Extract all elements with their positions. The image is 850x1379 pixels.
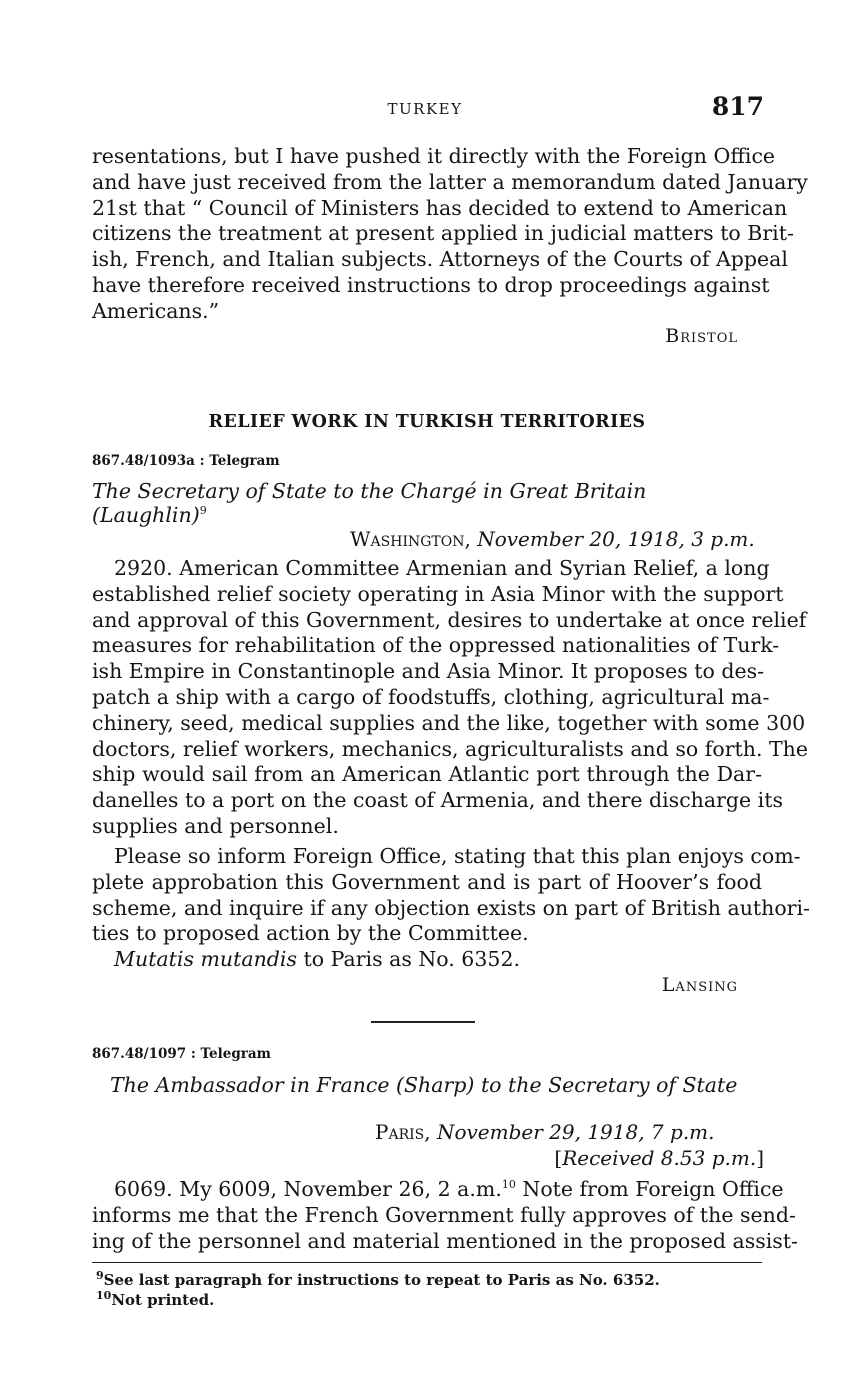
signature-bristol: Bristol xyxy=(665,325,738,347)
page-number: 817 xyxy=(711,92,764,121)
text-line: ing of the personnel and material mentioned in the proposed assist- xyxy=(92,1228,798,1253)
text-line: resentations, but I have pushed it directly with the Foreign Office xyxy=(92,144,776,168)
file-number-2: 867.48/1097 : Telegram xyxy=(92,1046,271,1062)
dateline-place: Paris, xyxy=(375,1120,431,1144)
section-heading: RELIEF WORK IN TURKISH TERRITORIES xyxy=(208,412,646,432)
text-line xyxy=(92,1177,784,1203)
text-line: and have just received from the latter a memorandum dated January xyxy=(92,169,808,194)
text-line: informs me that the French Government fully approves of the send- xyxy=(92,1202,796,1227)
received-line: [Received 8.53 p.m.] xyxy=(554,1146,764,1170)
text-line: patch a ship with a cargo of foodstuffs, clothing, agricultural ma- xyxy=(92,684,770,709)
title-text-b: to the Secretary of State xyxy=(480,1073,738,1097)
title-name: Sharp xyxy=(404,1073,467,1097)
dateline-2 xyxy=(375,1120,715,1144)
doc1-paragraph-3 xyxy=(92,947,762,973)
latin-phrase: Mutatis mutandis xyxy=(114,947,297,971)
text-line: citizens the treatment at present applied in judicial matters to Brit- xyxy=(92,221,794,246)
dateline-date: November 20, 1918, 3 p.m. xyxy=(477,527,755,551)
doc1-paragraph-2 xyxy=(92,844,810,947)
footnote-10 xyxy=(96,1291,214,1310)
footnote-mark: 10 xyxy=(96,1289,112,1302)
dateline-place: Washington, xyxy=(350,527,471,551)
text-line: have therefore received instructions to drop proceedings against xyxy=(92,272,770,297)
document-title-1: The Secretary of State to the Chargé in Great Britain (Laughlin)$^9$ xyxy=(92,479,647,527)
title-text: The Secretary of State to the Chargé in Great Britain xyxy=(92,479,647,503)
paragraph-rest: to Paris as No. 6352. xyxy=(297,947,520,971)
intro-paragraph xyxy=(92,144,808,325)
text-line: ish, French, and Italian subjects. Attorneys of the Courts of Appeal xyxy=(92,247,788,272)
text-line: supplies and personnel. xyxy=(92,813,339,838)
text-line: and approval of this Government, desires to undertake at once relief xyxy=(92,607,807,632)
text-line: Please so inform Foreign Office, stating that this plan enjoys com- xyxy=(114,844,801,868)
text-line: 2920. American Committee Armenian and Syrian Relief, a long xyxy=(114,556,770,580)
dateline-1 xyxy=(350,527,755,551)
text-line: doctors, relief workers, mechanics, agriculturalists and so forth. The xyxy=(92,736,808,761)
signature-lansing: Lansing xyxy=(661,974,738,996)
section-divider xyxy=(371,1021,475,1023)
footnote-ref: 10 xyxy=(501,1178,516,1192)
text-line: danelles to a port on the coast of Armenia, and there discharge its xyxy=(92,788,783,813)
text-line xyxy=(92,947,762,973)
doc2-paragraph xyxy=(92,1177,798,1254)
title-text-a: The Ambassador in France xyxy=(110,1073,390,1097)
running-head: TURKEY xyxy=(387,100,463,118)
text-line: scheme, and inquire if any objection exists on part of British authori- xyxy=(92,895,810,920)
text-line: ties to proposed action by the Committee. xyxy=(92,921,529,946)
text-line: ship would sail from an American Atlantic port through the Dar- xyxy=(92,762,762,787)
footnote-mark: 9 xyxy=(96,1269,104,1282)
file-number-1: 867.48/1093a : Telegram xyxy=(92,453,280,469)
footnote-text: See last paragraph for instructions to repeat to Paris as No. 6352. xyxy=(103,1271,660,1289)
text-line: chinery, seed, medical supplies and the like, together with some 300 xyxy=(92,710,806,735)
footnote-text: Not printed. xyxy=(111,1291,215,1309)
received-text: Received 8.53 p.m. xyxy=(562,1146,757,1170)
text-line: 21st that “ Council of Ministers has decided to extend to American xyxy=(92,195,788,220)
footnote-ref: 9 xyxy=(199,504,207,518)
footnote-rule xyxy=(92,1262,762,1263)
paragraph-lead: 6069. My 6009, November 26, 2 a.m. xyxy=(114,1177,502,1201)
title-name: Laughlin xyxy=(100,503,192,527)
document-title-2: The Ambassador in France (Sharp) to the Secretary of State xyxy=(110,1073,738,1097)
footnote-9 xyxy=(96,1271,660,1290)
paragraph-lead-rest: Note from Foreign Office xyxy=(515,1177,784,1201)
dateline-date: November 29, 1918, 7 p.m. xyxy=(436,1120,715,1144)
text-line: measures for rehabilitation of the oppressed nationalities of Turk- xyxy=(92,633,780,658)
doc1-paragraph-1 xyxy=(92,556,808,840)
text-line: ish Empire in Constantinople and Asia Minor. It proposes to des- xyxy=(92,659,765,684)
text-line: Americans.” xyxy=(92,298,220,323)
text-line: established relief society operating in Asia Minor with the support xyxy=(92,581,784,606)
text-line: plete approbation this Government and is part of Hoover’s food xyxy=(92,869,762,894)
